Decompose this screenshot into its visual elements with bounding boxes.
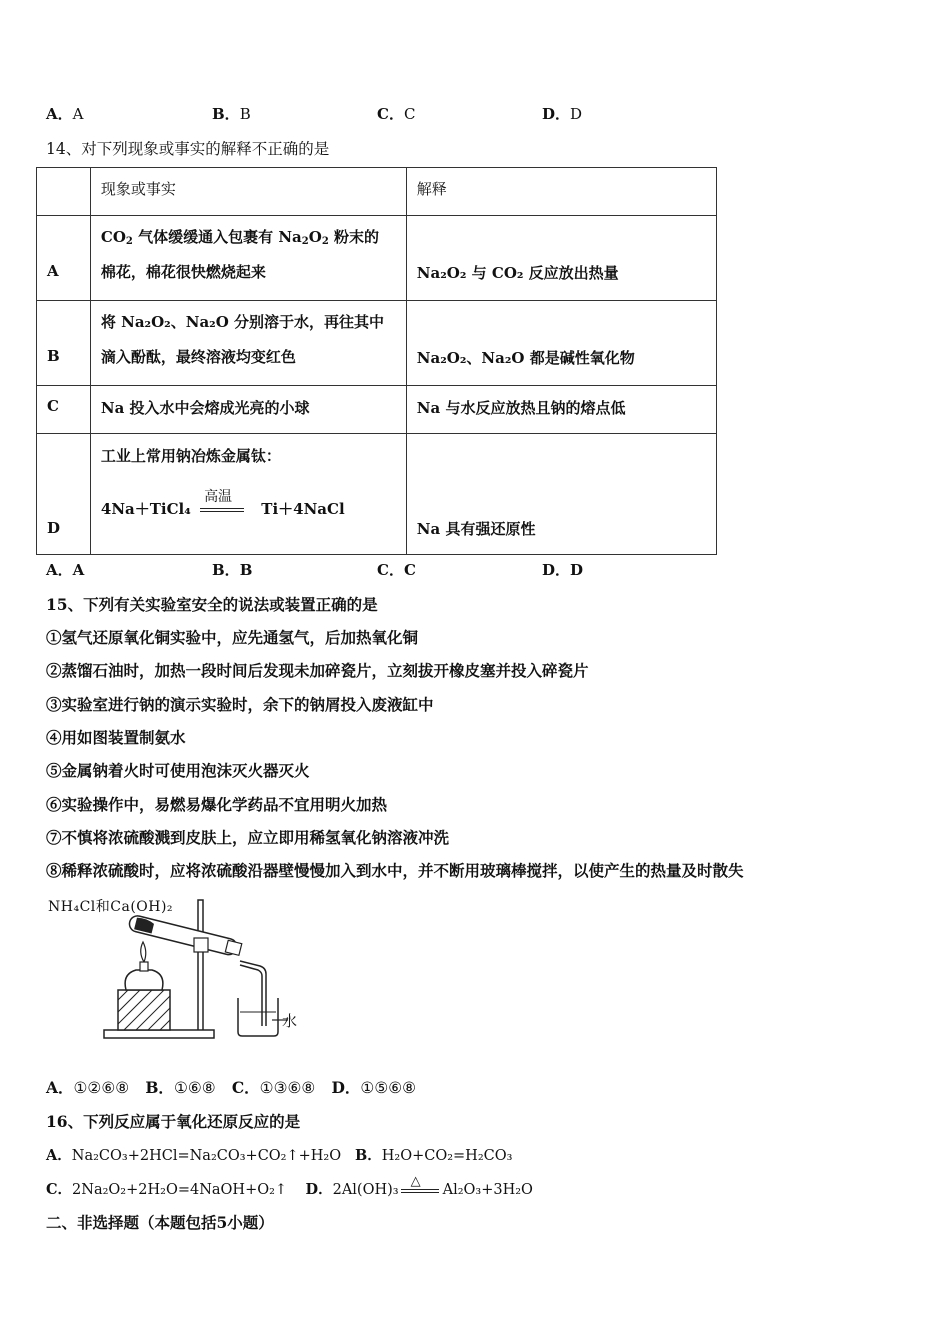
q15-item-8: ⑧稀释浓硫酸时，应将浓硫酸沿器壁慢慢加入到水中，并不断用玻璃棒搅拌，以使产生的热量及时散失 [46,861,744,880]
q13-option-a[interactable]: A．A [46,105,84,123]
q15-item-2: ②蒸馏石油时，加热一段时间后发现未加碎瓷片，立刻拔开橡皮塞并投入碎瓷片 [46,661,589,680]
row-key-cell: C [37,386,91,434]
row-key-cell: B [37,301,91,386]
table-row [37,301,717,386]
section-2-heading: 二、非选择题（本题包括5小题） [46,1213,274,1232]
q15-item-7: ⑦不慎将浓硫酸溅到皮肤上，应立即用稀氢氧化钠溶液冲洗 [46,828,450,847]
q16-option-d[interactable]: D．2Al(OH)₃ △ Al₂O₃+3H₂O [305,1174,533,1198]
q16-stem: 16、下列反应属于氧化还原反应的是 [46,1112,301,1131]
q13-options [46,103,646,123]
row-key-cell: A [37,216,91,301]
q15-stem: 15、下列有关实验室安全的说法或装置正确的是 [46,595,378,614]
condition-arrow: 高温 [196,500,256,520]
titanium-equation: 4Na＋TiCl₄ 高温 Ti＋4NaCl [100,489,345,518]
row-explanation-cell: Na₂O₂ 与 CO₂ 反应放出热量 [406,216,716,301]
q15-options [46,1076,416,1096]
q14-table [36,167,717,555]
q16-options-row-2 [46,1174,533,1199]
q15-item-1: ①氢气还原氧化铜实验中，应先通氢气，后加热氧化铜 [46,628,419,647]
table-header-row [37,168,717,216]
water-label: 水 [282,1012,298,1030]
row-explanation-cell: Na 具有强还原性 [406,434,716,555]
q15-option-d[interactable]: D．①⑤⑥⑧ [331,1078,417,1097]
phenomenon-line-1: 工业上常用钠冶炼金属钛： [100,447,281,465]
q15-option-c[interactable]: C．①③⑥⑧ [231,1078,316,1097]
q15-option-b[interactable]: B．①⑥⑧ [145,1078,216,1097]
q15-option-a[interactable]: A．①②⑥⑧ [46,1078,130,1097]
row-key-cell: D [37,434,91,555]
q15-item-5: ⑤金属钠着火时可使用泡沫灭火器灭火 [46,761,310,780]
q13-option-d[interactable]: D．D [542,105,583,123]
apparatus-drawing [48,890,308,1045]
header-empty-cell [37,168,91,216]
phenomenon-line-1: $CO_2$ 气体缓缓通入包裹有 $Na_2O_2$ 粉末的 [100,228,380,247]
phenomenon-line-1: 将 Na₂O₂、Na₂O 分别溶于水，再往其中 [100,313,385,331]
row-phenomenon-cell: Na 投入水中会熔成光亮的小球 [90,386,406,434]
row-explanation-cell: Na 与水反应放热且钠的熔点低 [406,386,716,434]
heat-condition-arrow: △ [399,1182,443,1198]
q16-option-a[interactable]: A．Na₂CO₃+2HCl=Na₂CO₃+CO₂↑+H₂O [46,1147,342,1164]
ammonia-apparatus-figure [48,890,308,1045]
reagent-label: NH₄Cl和Ca(OH)₂ [48,899,174,915]
table-row [37,386,717,434]
q16-option-b[interactable]: B．H₂O+CO₂=H₂CO₃ [354,1147,513,1164]
q15-item-4: ④用如图装置制氨水 [46,728,186,747]
q15-item-3: ③实验室进行钠的演示实验时，余下的钠屑投入废液缸中 [46,695,434,714]
row-phenomenon-cell [90,434,406,555]
table-row [37,216,717,301]
q14-option-b[interactable]: B．B [212,561,253,579]
q13-option-b[interactable]: B．B [212,105,251,123]
q16-options-row-1 [46,1144,512,1165]
table-row [37,434,717,555]
row-phenomenon-cell [90,301,406,386]
header-phenomenon: 现象或事实 [90,168,406,216]
q15-item-6: ⑥实验操作中，易燃易爆化学药品不宜用明火加热 [46,795,388,814]
q14-option-d[interactable]: D．D [542,561,584,579]
q14-stem: 14、对下列现象或事实的解释不正确的是 [46,140,330,158]
q14-option-c[interactable]: C．C [377,561,416,579]
q14-options [46,559,646,579]
row-explanation-cell: Na₂O₂、Na₂O 都是碱性氧化物 [406,301,716,386]
q16-option-c[interactable]: C．2Na₂O₂+2H₂O=4NaOH+O₂↑ [46,1181,288,1198]
header-explanation: 解释 [406,168,716,216]
phenomenon-line-2: 滴入酚酞，最终溶液均变红色 [100,348,296,366]
q13-option-c[interactable]: C．C [377,105,416,123]
phenomenon-line-2: 棉花，棉花很快燃烧起来 [100,263,266,281]
q14-option-a[interactable]: A．A [46,561,85,579]
row-phenomenon-cell [90,216,406,301]
